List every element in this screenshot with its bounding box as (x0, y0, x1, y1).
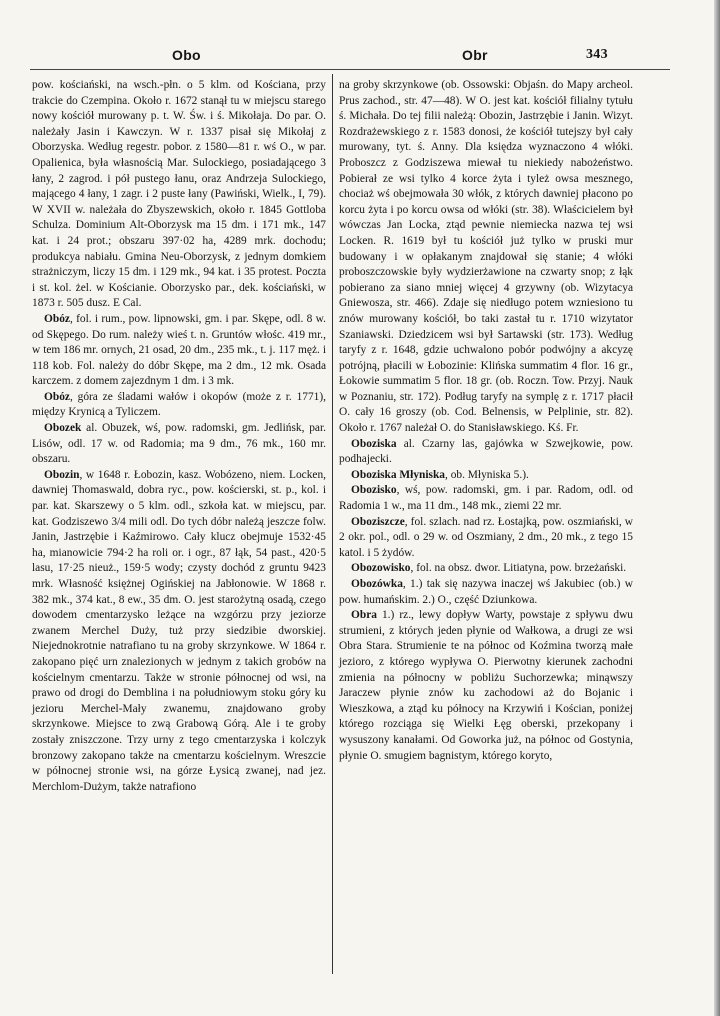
entry-paragraph: Oboziszcze, fol. szlach. nad rz. Łostajką, pow. oszmiański, w 2 okr. pol., odl. o 29 w. od Oszmiany, 2 dm., 20 mk., z tego 15 katol. i 5 żydów. (339, 515, 633, 559)
left-column (32, 78, 326, 795)
page-number: 343 (586, 47, 608, 62)
page-edge-shadow (714, 0, 720, 1016)
entry-headword: Oboziska Młyniska (351, 468, 445, 481)
entry-headword: Obozisko (351, 484, 397, 497)
entry-paragraph: Oboziska al. Czarny las, gajówka w Szwejkowie, pow. podhajecki. (339, 437, 633, 466)
entry-headword: Oboziszcze (351, 515, 405, 528)
entry-paragraph: Obra 1.) rz., lewy dopływ Warty, powstaje z spływu dwu strumieni, z których jeden płynie od Wałkowa, a drugi ze wsi Obra Stara. Strumienie te na północ od Koźmina tworzą małe jezioro, z którego wypływa O. Pierwotny kierunek zachodni zmienia na północny w pobliżu Suchorzewka; minąwszy Jaraczew płynie znów ku zachodowi aż do Bojanic i Wieszkowa, a ztąd ku północy na Krzywiń i Kościan, poniżej którego rozciąga się Wielki Łęg oberski, przekopany i wysuszony kanałami. Od Goworka już, na północ od Gostynia, płynie O. smugiem bagnistym, którego koryto, (339, 609, 633, 762)
entry-paragraph: Obóz, góra ze śladami wałów i okopów (może z r. 1771), między Krynicą a Tyliczem. (32, 390, 326, 419)
header-rule (30, 69, 670, 70)
entry-paragraph: Oboziska Młyniska, ob. Młyniska 5.). (351, 468, 529, 481)
entry-paragraph: pow. kościański, na wsch.-płn. o 5 klm. od Kościana, przy trakcie do Czempina. Około r. 1672 stanął tu w miejscu starego nowy kościół murowany p. t. W. Św. i ś. Mikołaja. Do par. O. należały Jasin i Kawczyn. W r. 1337 pisał się Mikołaj z Oborzyska. Według regestr. pobor. z 1580—81 r. wś O., w par. Opalienica, była własnością Mar. Sulockiego, posiadającego 3 łany, 2 zagrod. i pół pustego łanu, oraz Andrzeja Sulockiego, mającego 4 łany, 1 zagr. i 2 puste łany (Pawiński, Wielk., I, 79). W XVII w. należała do Zbyszewskich, około r. 1845 Gottloba Schulza. Dominium Alt-Oborzysk ma 15 dm. i 171 mk., 147 kat. i 24 prot.; obszaru 397·02 ha, 4289 mrk. dochodu; produkcya nabiału. Gmina Neu-Oborzysk, z jednym domkiem strażniczym, liczy 15 dm. i 129 mk., 94 kat. i 35 protest. Poczta i st. kol. żel. w Kościanie. Oborzysko par., dek. kościański, w 1873 r. 505 dusz. E Cal. (32, 79, 326, 310)
entry-paragraph: Obozek al. Obuzek, wś, pow. radomski, gm. Jedlińsk, par. Lisów, odl. 17 w. od Radomia; ma 9 dm., 76 mk., 160 mr. obszaru. (32, 422, 326, 466)
entry-headword: Obozowisko (351, 562, 411, 575)
entry-paragraph: Obóz, fol. i rum., pow. lipnowski, gm. i par. Skępe, odl. 8 w. od Skępego. Do rum. należy wieś t. n. Gruntów włośc. 419 mr., w tem 186 mr. ornych, 21 osad, 20 dm., 235 mk., t. j. 117 męż. i 118 kob. Fol. należy do dóbr Skępe, ma 2 dm., 12 mk. Osada karczem. z domem zajezdnym 1 dm. i 3 mk. (32, 312, 326, 388)
entry-headword: Obóz (44, 312, 70, 325)
running-head-right: Obr (462, 47, 488, 63)
entry-headword: Obozin (44, 468, 80, 481)
entry-headword: Obozek (44, 422, 82, 435)
right-column (339, 78, 633, 764)
entry-paragraph: Obozin, w 1648 r. Łobozin, kasz. Wobózeno, niem. Locken, dawniej Thomaswald, dobra ryc., pow. kościerski, st. p., kol. i par. kat. Skarszewy o 5 klm. odl., szkoła kat. w miejscu, par. kat. Godziszewo 3/4 mili odl. Do tych dóbr należą jeszcze folw. Janin, Jastrzębie i Kaźmirowo. Cały klucz obejmuje 1532·45 ha, mianowicie 794·2 ha roli or. i ogr., 87 łąk, 54 past., 420·5 lasu, 17·25 nieuż., 159·5 wody; czysty dochód z gruntu 9423 mrk. Własność księżnej Ogińskiej na Jabłonowie. W 1868 r. 382 mk., 374 kat., 8 ew., 35 dm. O. jest starożytną osadą, czego dowodem cmentarzysko leżące na wzgórzu przy jeziorze zwanem Merchel Duży, tuż przy siedzibie dworskiej. Niejednokrotnie natrafiano tu na groby skrzynkowe. W 1864 r. zakopano pięć urn znalezionych w jednym z takich grobów na kościelnym cmentarzu. Także w stronie północnej od wsi, na prawo od drogi do Demblina i na południowym stoku góry ku jezioru Merchel-Mały zwanemu, znajdowano groby skrzynkowe. Miejsce to zwą Grabową Górą. Ale i te groby zostały zniszczone. Trzy urny z tego cmentarzyska i kolczyk bronzowy zakopano także na cmentarzu kościelnym. Wreszcie w północnej stronie wsi, na górze Łysicą zwanej, nad jez. Merchlom-Dużym, także natrafiono (32, 468, 326, 793)
entry-headword: Obozówka (351, 578, 403, 590)
entry-headword: Oboziska (351, 437, 397, 450)
entry-paragraph: Obozówka, 1.) tak się nazywa inaczej wś Jakubiec (ob.) w pow. humańskim. 2.) O., część Dziunkowa. (339, 578, 633, 606)
entry-paragraph: Obozisko, wś, pow. radomski, gm. i par. Radom, odl. od Radomia 1 w., ma 11 dm., 148 mk., ziemi 22 mr. (339, 484, 633, 513)
entry-headword: Obóz (44, 390, 70, 403)
entry-headword: Obra (351, 609, 377, 622)
entry-paragraph: na groby skrzynkowe (ob. Ossowski: Objaśn. do Mapy archeol. Prus zachod., str. 47—48). W O. jest kat. kościół filialny tytułu ś. Michała. Do tej filii należą: Obozin, Jastrzębie i Janin. Wizyt. Rozdrażewskiego z r. 1583 donosi, że kościół tutejszy był cały murowany, tyt. ś. Anny. Dla księdza wyznaczono 4 włóki. Proboszcz z Godziszewa miewał tu niekiedy nabożeństwo. Pobierał ze wsi tylko 4 korce żyta i tyleż owsa mesznego, chociaż wś obejmowała 30 włók, z których dawniej płacono po korcu żyta i po korcu owsa od włóki (str. 38). Właścicielem był wówczas Jan Locka, ztąd pewnie niemiecka nazwa tej wsi Locken. R. 1619 był tu kościół już tylko w pruski mur budowany i w opłakanym znajdował się stanie; 4 włóki proboszczowskie były wydzierżawione na czwarty snop; z łąk pobierano za siano mniej więcej 4 grzywny (ob. Wizytacya Gniewosza, str. 466). Zdaje się niedługo potem wzniesiono tu znów murowany kościół, bo taki zastał tu r. 1710 wizytator Szaniawski. Dziedzicem wsi był Sartawski (str. 173). Według taryfy z r. 1648, gdzie uchwalono pobór podwójny a akcyzę potrójną, płacili w Łobozinie: Klińska summatim 4 flor. 16 gr., Łokowie summatim 5 flor. 18 gr. (ob. Roczn. Tow. Przyj. Nauk w Poznaniu, str. 172). Podług taryfy na symplę z r. 1717 płacił O. cały 16 groszy (ob. Cod. Belnensis, w Pelplinie, str. 82). Około r. 1767 należał O. do Stanisławskiego. Kś. Fr. (339, 79, 633, 435)
column-divider (332, 74, 333, 974)
running-head-left: Obo (172, 47, 201, 63)
entry-paragraph: Obozowisko, fol. na obsz. dwor. Litiatyna, pow. brzeżański. (351, 562, 627, 575)
